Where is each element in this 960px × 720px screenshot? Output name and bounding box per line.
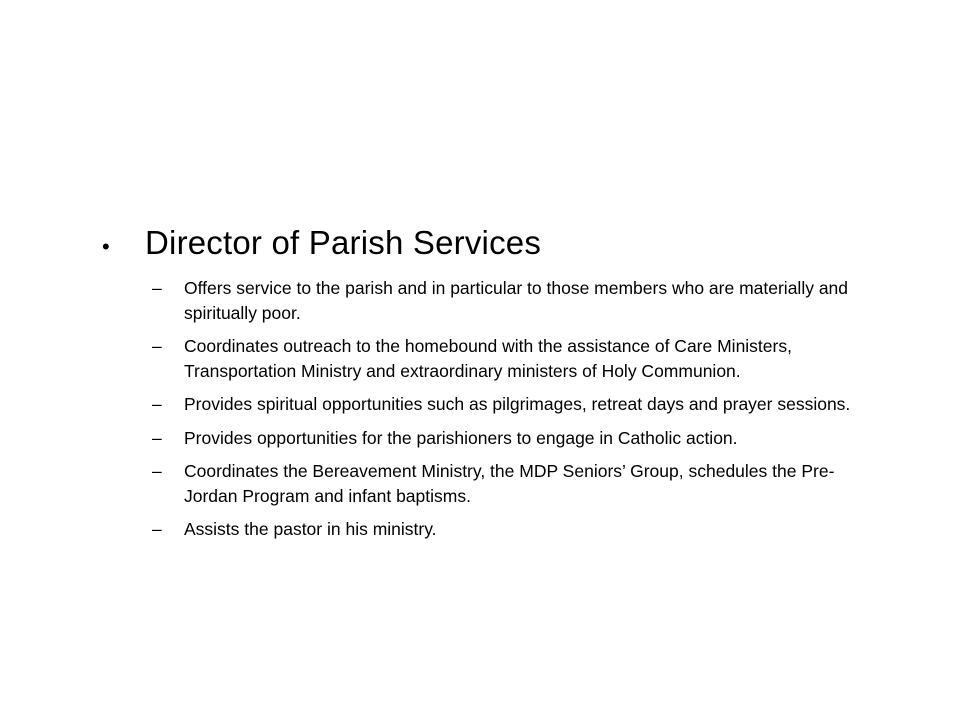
slide-content [102, 222, 862, 551]
dash-bullet-icon: – [152, 394, 162, 414]
list-item-text: Assists the pastor in his ministry. [184, 519, 437, 539]
list-item [102, 392, 862, 417]
dash-bullet-icon: – [152, 461, 162, 481]
list-item-text: Provides opportunities for the parishioners to engage in Catholic action. [184, 427, 738, 448]
list-item-text: Coordinates the Bereavement Ministry, the MDP Seniors’ Group, schedules the Pre-Jordan Program and infant baptisms. [184, 461, 835, 506]
dash-bullet-icon: – [152, 336, 162, 356]
list-item-text: Coordinates outreach to the homebound with the assistance of Care Ministers, Transportation Ministry and extraordinary ministers of Holy Communion. [184, 336, 792, 381]
list-item-text: Offers service to the parish and in particular to those members who are materially and spiritually poor. [184, 278, 849, 323]
list-item [102, 459, 862, 508]
list-item [102, 276, 862, 325]
bullet-dot-icon: • [102, 234, 110, 259]
slide-title: Director of Parish Services [145, 224, 542, 261]
responsibilities-list [102, 276, 862, 542]
list-item [102, 334, 862, 383]
list-item [102, 426, 862, 451]
main-bullet [102, 222, 862, 268]
list-item-text: Provides spiritual opportunities such as pilgrimages, retreat days and prayer sessions. [184, 394, 851, 414]
dash-bullet-icon: – [152, 519, 162, 539]
dash-bullet-icon: – [152, 278, 162, 298]
list-item [102, 517, 862, 542]
dash-bullet-icon: – [152, 427, 162, 448]
